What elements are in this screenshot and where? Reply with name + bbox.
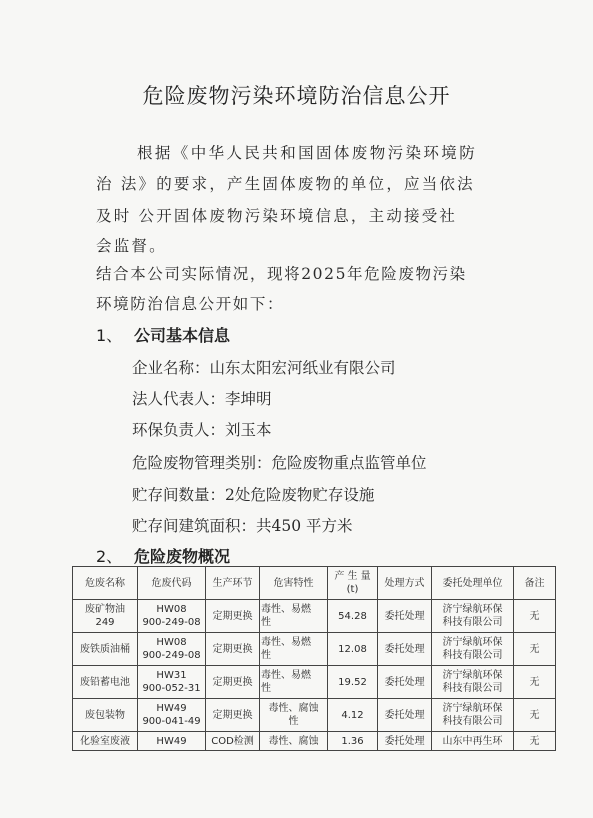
intro-line-1: 根据《中华人民共和国固体废物污染环境防 bbox=[137, 144, 478, 162]
table-cell: 毒性、腐蚀 性 bbox=[260, 699, 328, 732]
table-cell: 委托处理 bbox=[378, 600, 432, 633]
intro-line-4: 会监督。 bbox=[96, 237, 167, 255]
table-cell: 无 bbox=[514, 699, 556, 732]
table-cell: 无 bbox=[514, 633, 556, 666]
intro-line-5: 结合本公司实际情况，现将2025年危险废物污染 bbox=[96, 265, 467, 283]
table-row bbox=[73, 633, 556, 666]
table-cell: 济宁绿航环保 科技有限公司 bbox=[432, 633, 514, 666]
company-name: 企业名称：山东太阳宏河纸业有限公司 bbox=[132, 359, 396, 377]
section-heading-basic-info bbox=[96, 323, 230, 346]
section-number: 1、 bbox=[96, 326, 123, 345]
intro-line-3: 及时 公开固体废物污染环境信息，主动接受社 bbox=[96, 207, 458, 225]
table-cell: 委托处理 bbox=[378, 666, 432, 699]
table-cell: 无 bbox=[514, 666, 556, 699]
intro-line-6: 环境防治信息公开如下： bbox=[96, 295, 285, 313]
environmental-officer: 环保负责人：刘玉本 bbox=[132, 421, 272, 439]
table-cell: 无 bbox=[514, 732, 556, 751]
table-cell: HW08 900-249-08 bbox=[138, 600, 206, 633]
section-heading-waste-overview bbox=[96, 544, 230, 567]
table-header-cell: 备注 bbox=[514, 567, 556, 600]
storage-room-count: 贮存间数量：2处危险废物贮存设施 bbox=[132, 486, 375, 504]
intro-line-2: 治 法》的要求，产生固体废物的单位，应当依法 bbox=[96, 175, 475, 193]
table-header-cell: 处理方式 bbox=[378, 567, 432, 600]
section-title: 危险废物概况 bbox=[134, 547, 231, 566]
table-cell: 山东中再生环 bbox=[432, 732, 514, 751]
table-cell: 无 bbox=[514, 600, 556, 633]
table-cell: 定期更换 bbox=[206, 699, 260, 732]
table-cell: HW31 900-052-31 bbox=[138, 666, 206, 699]
table-cell: 定期更换 bbox=[206, 600, 260, 633]
table-cell: 委托处理 bbox=[378, 633, 432, 666]
table-cell: 委托处理 bbox=[378, 699, 432, 732]
table-header-cell: 危废名称 bbox=[73, 567, 138, 600]
table-cell: 12.08 bbox=[328, 633, 378, 666]
table-cell: 19.52 bbox=[328, 666, 378, 699]
table-header-cell: 生产环节 bbox=[206, 567, 260, 600]
table-cell: 化验室废液 bbox=[73, 732, 138, 751]
table-row bbox=[73, 666, 556, 699]
table-row bbox=[73, 600, 556, 633]
document-title: 危险废物污染环境防治信息公开 bbox=[142, 84, 451, 108]
table-cell: 1.36 bbox=[328, 732, 378, 751]
storage-room-area: 贮存间建筑面积：共450 平方米 bbox=[132, 517, 353, 535]
hazardous-waste-category: 危险废物管理类别：危险废物重点监管单位 bbox=[132, 454, 427, 472]
table-cell: 定期更换 bbox=[206, 633, 260, 666]
table-cell: HW49 900-041-49 bbox=[138, 699, 206, 732]
table-cell: 废矿物油 249 bbox=[73, 600, 138, 633]
hazardous-waste-table bbox=[72, 566, 556, 751]
section-title: 公司基本信息 bbox=[134, 326, 231, 345]
table-cell: 废铅蓄电池 bbox=[73, 666, 138, 699]
table-row bbox=[73, 699, 556, 732]
table-cell: 4.12 bbox=[328, 699, 378, 732]
table-header-cell: 危害特性 bbox=[260, 567, 328, 600]
table-cell: COD检测 bbox=[206, 732, 260, 751]
table-cell: 定期更换 bbox=[206, 666, 260, 699]
legal-representative: 法人代表人：李坤明 bbox=[132, 390, 272, 408]
table-cell: 废铁质油桶 bbox=[73, 633, 138, 666]
table-header-row bbox=[73, 567, 556, 600]
table-cell: 毒性、腐蚀 bbox=[260, 732, 328, 751]
table-cell: 济宁绿航环保 科技有限公司 bbox=[432, 699, 514, 732]
table-cell: 济宁绿航环保 科技有限公司 bbox=[432, 666, 514, 699]
table-cell: HW08 900-249-08 bbox=[138, 633, 206, 666]
table-cell: 废包装物 bbox=[73, 699, 138, 732]
table-cell: 毒性、易燃 性 bbox=[260, 666, 328, 699]
table-row bbox=[73, 732, 556, 751]
table-header-cell: 危废代码 bbox=[138, 567, 206, 600]
table-cell: 济宁绿航环保 科技有限公司 bbox=[432, 600, 514, 633]
section-number: 2、 bbox=[96, 547, 123, 566]
table-cell: 委托处理 bbox=[378, 732, 432, 751]
table-cell: 毒性、易燃 性 bbox=[260, 633, 328, 666]
table-cell: 54.28 bbox=[328, 600, 378, 633]
table-cell: HW49 bbox=[138, 732, 206, 751]
table-header-cell: 产 生 量 (t) bbox=[328, 567, 378, 600]
table-cell: 毒性、易燃 性 bbox=[260, 600, 328, 633]
table-header-cell: 委托处理单位 bbox=[432, 567, 514, 600]
